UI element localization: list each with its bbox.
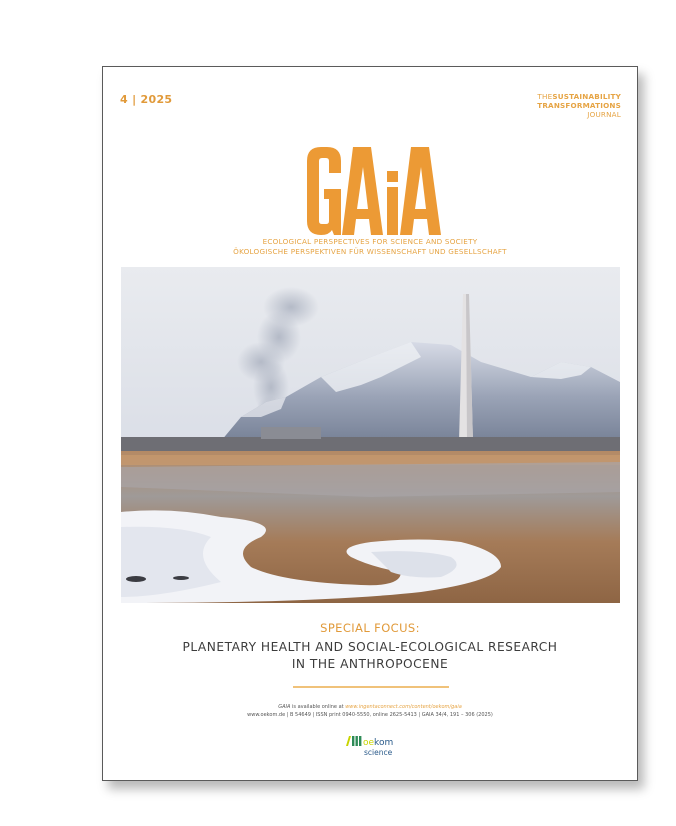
journal-tagline xyxy=(537,92,621,119)
issue-title-line1: PLANETARY HEALTH AND SOCIAL-ECOLOGICAL RESEARCH xyxy=(182,640,558,654)
issue-number: 4 | 2025 xyxy=(120,93,173,106)
divider-line xyxy=(293,686,449,688)
tagline-the: THE xyxy=(537,92,553,101)
landscape-image xyxy=(121,267,620,603)
issue-title-line2: IN THE ANTHROPOCENE xyxy=(291,657,449,671)
issue-title xyxy=(103,639,637,673)
tagline-line3: JOURNAL xyxy=(587,110,621,119)
oekom-science-logo xyxy=(344,734,404,760)
cover-photo xyxy=(121,267,620,603)
oekom-bars-icon xyxy=(346,736,361,746)
availability-note xyxy=(103,704,637,710)
special-focus-label: SPECIAL FOCUS: xyxy=(320,621,420,635)
availability-text: is available online at xyxy=(290,704,346,710)
svg-text:oekom: oekom xyxy=(363,738,394,748)
gaia-name: GAIA xyxy=(278,704,291,710)
svg-text:science: science xyxy=(364,748,393,757)
gaia-logo xyxy=(305,147,441,235)
tagline-line1: SUSTAINABILITY xyxy=(552,92,621,101)
journal-cover xyxy=(102,66,638,781)
subtitle-english: ECOLOGICAL PERSPECTIVES FOR SCIENCE AND SOCIETY xyxy=(262,237,478,246)
publication-details: www.oekom.de | B 54649 | ISSN print 0940-5550, online 2625-5413 | GAIA 34/4, 191 – 306 (2025) xyxy=(247,712,493,718)
tagline-line2: TRANSFORMATIONS xyxy=(537,101,621,110)
online-url-link[interactable]: www.ingentaconnect.com/content/oekom/gaia xyxy=(345,704,462,710)
subtitle-german: ÖKOLOGISCHE PERSPEKTIVEN FÜR WISSENSCHAFT UND GESELLSCHAFT xyxy=(233,247,507,256)
